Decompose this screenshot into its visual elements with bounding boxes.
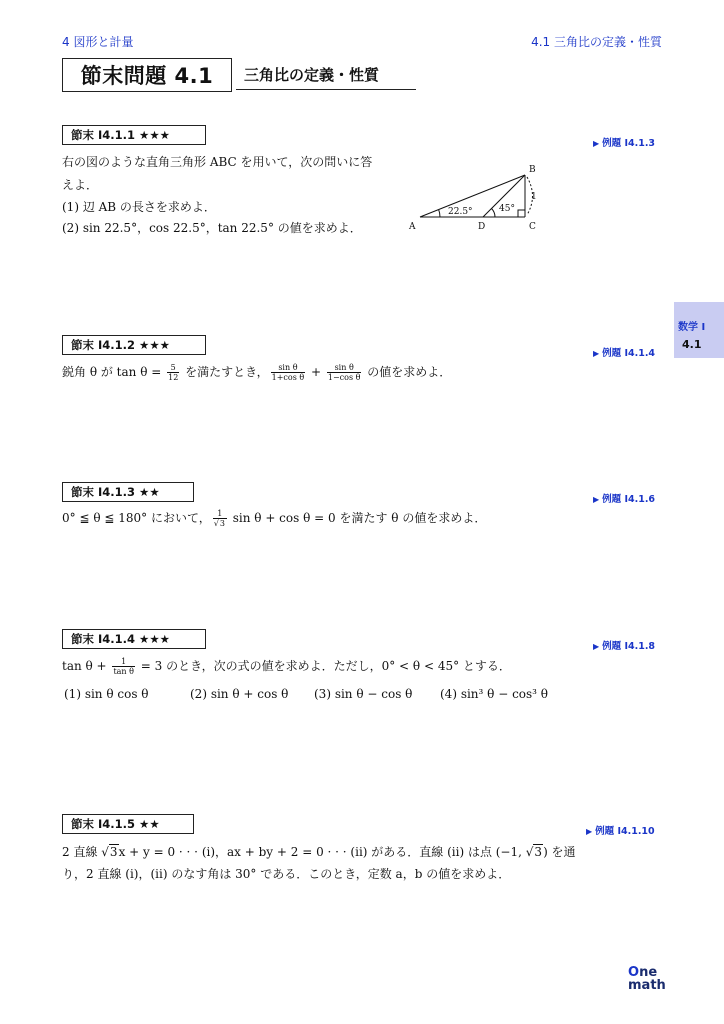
fraction-numerator: 1: [112, 657, 135, 667]
triangle-right-icon: ▶: [593, 139, 600, 148]
logo-line-2: math: [628, 978, 666, 993]
problem-1-label: 節末 I4.1.1 ★★★: [62, 125, 206, 145]
side-tab[interactable]: [674, 302, 724, 358]
subtitle-underline: [236, 89, 416, 90]
problem-5-line-2: り，2 直線 (i)，(ii) のなす角は 30° である．このとき，定数 a，b の値を求めよ．: [62, 867, 511, 881]
problem-5-l1c: x + y = 0 · · · (i)，ax + by + 2 = 0 · · · (ii) がある．直線 (ii) は点 (−1,: [118, 845, 526, 859]
problem-4-item-2: (2) sin θ + cos θ: [190, 687, 289, 701]
problem-2-pre: 鋭角 θ が tan θ =: [62, 365, 166, 379]
fraction-denominator: 1+cos θ: [271, 373, 305, 382]
problem-4-item-4: (4) sin³ θ − cos³ θ: [440, 687, 549, 701]
fraction: [167, 363, 179, 382]
fraction-denominator: tan θ: [113, 667, 134, 676]
problem-5-l1a: 2 直線: [62, 845, 102, 859]
problem-3-label: 節末 I4.1.3 ★★: [62, 482, 194, 502]
fraction: [112, 657, 135, 676]
angle-d-label: 45°: [499, 204, 515, 214]
fraction-numerator: sin θ: [271, 363, 306, 373]
vertex-c-label: C: [529, 222, 536, 232]
problem-2-mid: を満たすとき，: [181, 365, 269, 379]
problem-4-item-3: (3) sin θ − cos θ: [314, 687, 413, 701]
problem-2-ref[interactable]: [593, 345, 655, 359]
problem-4-label: 節末 I4.1.4 ★★★: [62, 629, 206, 649]
section-header: 4.1 三角比の定義・性質: [531, 35, 662, 49]
chapter-header: 4 図形と計量: [62, 35, 134, 49]
page-title: 節末問題 4.1: [62, 58, 232, 92]
fraction: [327, 363, 362, 382]
problem-3-pre: 0° ≦ θ ≦ 180° において，: [62, 511, 211, 525]
vertex-a-label: A: [409, 222, 416, 232]
sqrt-radicand: 3: [534, 845, 543, 859]
problem-4-pre: tan θ +: [62, 659, 111, 673]
problem-4-text: [62, 656, 511, 677]
logo-o: O: [628, 965, 640, 980]
fraction: [213, 509, 227, 528]
side-tab-subject: 数学 I: [678, 322, 706, 333]
fraction-numerator: sin θ: [327, 363, 362, 373]
problem-1-line-3: (1) 辺 AB の長さを求めよ．: [62, 200, 216, 214]
problem-2-post: の値を求めよ．: [363, 365, 452, 379]
problem-5-ref[interactable]: [586, 823, 655, 837]
triangle-right-icon: ▶: [593, 495, 600, 504]
fraction-denominator: 12: [168, 373, 179, 382]
problem-2-label: 節末 I4.1.2 ★★★: [62, 335, 206, 355]
angle-a-label: 22.5°: [448, 207, 473, 217]
problem-2-ref-text: 例題 I4.1.4: [602, 348, 656, 359]
side-tab-section: 4.1: [682, 338, 702, 351]
fraction-denominator: 1−cos θ: [327, 373, 361, 382]
problem-1-line-4: (2) sin 22.5°，cos 22.5°，tan 22.5° の値を求めよ．: [62, 221, 362, 235]
triangle-figure: [400, 155, 560, 240]
triangle-right-icon: ▶: [593, 642, 600, 651]
problem-3-ref-text: 例題 I4.1.6: [602, 494, 656, 505]
problem-3-post: sin θ + cos θ = 0 を満たす θ の値を求めよ．: [228, 511, 487, 525]
problem-1-line-2: えよ．: [62, 178, 99, 192]
logo-ne: ne: [639, 965, 658, 980]
problem-5-ref-text: 例題 I4.1.10: [595, 826, 655, 837]
onemath-logo: [628, 966, 666, 992]
fraction-numerator: 1: [213, 509, 227, 519]
fraction-denominator: √3: [213, 519, 225, 528]
problem-5-line-1: 2 直線 √3x + y = 0 · · · (i)，ax + by + 2 = 0 · · · (ii) がある．直線 (ii) は点 (−1, √3) を通: [62, 845, 576, 859]
fraction: [271, 363, 306, 382]
triangle-right-icon: ▶: [586, 827, 593, 836]
sqrt-radicand: 3: [219, 519, 225, 528]
problem-4-ref-text: 例題 I4.1.8: [602, 641, 656, 652]
problem-1-ref-text: 例題 I4.1.3: [602, 138, 656, 149]
problem-4-post: = 3 のとき，次の式の値を求めよ．ただし，0° < θ < 45° とする．: [136, 659, 511, 673]
problem-5-label: 節末 I4.1.5 ★★: [62, 814, 194, 834]
problem-3-ref[interactable]: [593, 491, 655, 505]
problem-5-l1e: ) を通: [543, 845, 576, 859]
side-bc-label: 1: [531, 192, 537, 202]
problem-4-item-1: (1) sin θ cos θ: [64, 687, 149, 701]
vertex-d-label: D: [478, 222, 486, 232]
sqrt-radicand: 3: [109, 845, 118, 859]
triangle-right-icon: ▶: [593, 349, 600, 358]
plus-sign: +: [307, 365, 325, 379]
problem-1-line-1: 右の図のような直角三角形 ABC を用いて，次の問いに答: [62, 155, 373, 169]
page-subtitle: 三角比の定義・性質: [244, 66, 380, 84]
problem-4-ref[interactable]: [593, 638, 655, 652]
vertex-b-label: B: [529, 165, 536, 175]
problem-2-text: [62, 362, 451, 383]
fraction-numerator: 5: [167, 363, 179, 373]
problem-1-ref[interactable]: [593, 135, 655, 149]
problem-3-text: [62, 508, 486, 529]
